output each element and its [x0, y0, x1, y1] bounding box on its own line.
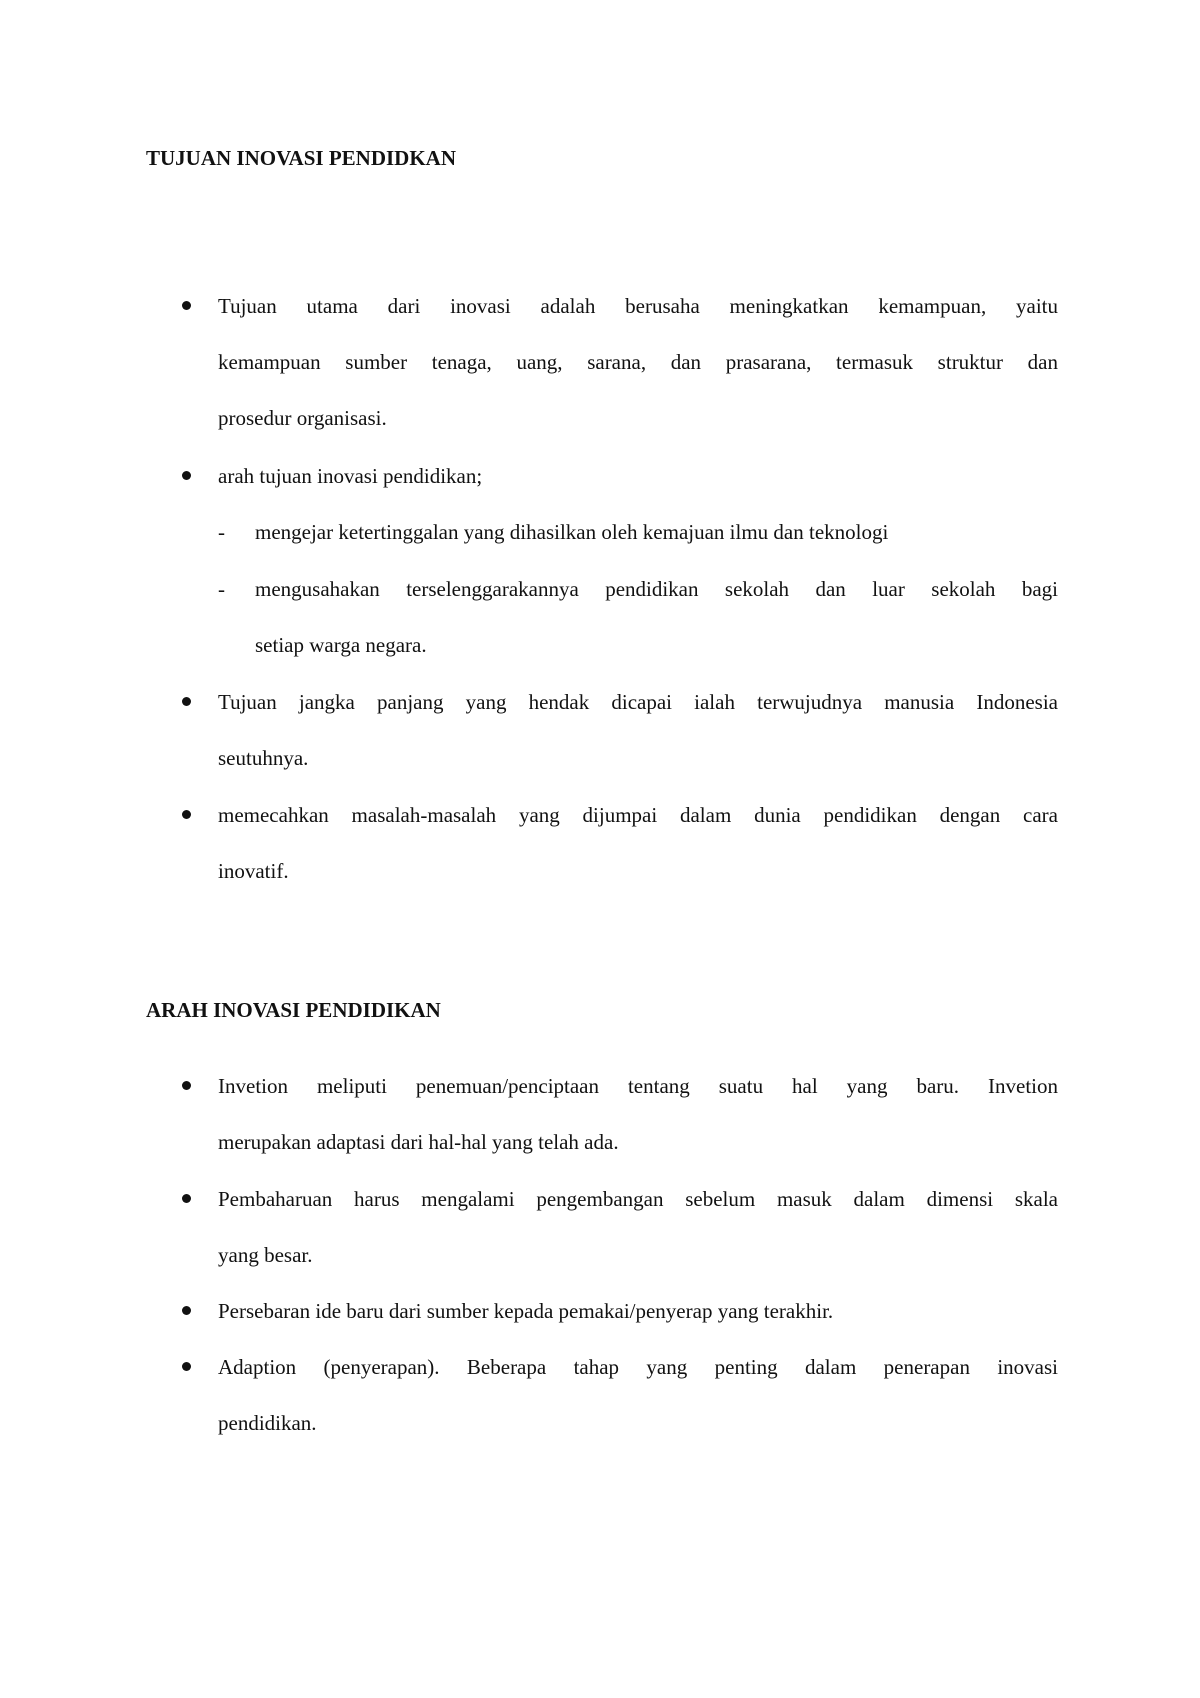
bullet-icon — [182, 1306, 191, 1315]
sub-list-item — [255, 520, 1058, 576]
list-item-line: Pembaharuan harus mengalami pengembangan sebelum masuk dalam dimensi skala — [218, 1187, 1058, 1211]
bullet-icon — [182, 301, 191, 310]
bullet-icon — [182, 1194, 191, 1203]
bullet-icon — [182, 697, 191, 706]
sub-list-item-line: mengusahakan terselenggarakannya pendidikan sekolah dan luar sekolah bagi — [255, 577, 1058, 601]
list-item — [218, 1074, 1058, 1186]
list-item-line: inovatif. — [218, 859, 289, 883]
list-item-line: Persebaran ide baru dari sumber kepada pemakai/penyerap yang terakhir. — [218, 1299, 834, 1323]
list-item-line: merupakan adaptasi dari hal-hal yang telah ada. — [218, 1130, 619, 1154]
bullet-icon — [182, 1362, 191, 1371]
list-item-line: pendidikan. — [218, 1411, 317, 1435]
list-item-line: Invetion meliputi penemuan/penciptaan tentang suatu hal yang baru. Invetion — [218, 1074, 1058, 1098]
list-item-line: prosedur organisasi. — [218, 406, 387, 430]
list-item-line: Adaption (penyerapan). Beberapa tahap yang penting dalam penerapan inovasi — [218, 1355, 1058, 1379]
sub-list-item-line: mengejar ketertinggalan yang dihasilkan oleh kemajuan ilmu dan teknologi — [255, 520, 889, 544]
list-item-line: Tujuan jangka panjang yang hendak dicapai ialah terwujudnya manusia Indonesia — [218, 690, 1058, 714]
list-item-line: memecahkan masalah-masalah yang dijumpai dalam dunia pendidikan dengan cara — [218, 803, 1058, 827]
list-item-line: Tujuan utama dari inovasi adalah berusaha meningkatkan kemampuan, yaitu — [218, 294, 1058, 318]
list-item-line: kemampuan sumber tenaga, uang, sarana, dan prasarana, termasuk struktur dan — [218, 350, 1058, 374]
sub-list-item-line: setiap warga negara. — [255, 633, 427, 657]
list-item — [218, 1299, 1058, 1355]
list-item — [218, 1187, 1058, 1299]
bullet-icon — [182, 471, 191, 480]
dash-marker: - — [218, 520, 225, 544]
list-item-line: seutuhnya. — [218, 746, 309, 770]
bullet-icon — [182, 810, 191, 819]
list-item — [218, 690, 1058, 802]
section-heading-arah: ARAH INOVASI PENDIDIKAN — [146, 998, 441, 1022]
list-item — [218, 1355, 1058, 1467]
list-item — [218, 464, 1058, 520]
list-item-line: yang besar. — [218, 1243, 313, 1267]
dash-marker: - — [218, 577, 225, 601]
list-item-line: arah tujuan inovasi pendidikan; — [218, 464, 483, 488]
list-item — [218, 294, 1058, 462]
bullet-icon — [182, 1081, 191, 1090]
sub-list-item — [255, 577, 1058, 689]
section-heading-tujuan: TUJUAN INOVASI PENDIDKAN — [146, 146, 456, 170]
list-item — [218, 803, 1058, 915]
